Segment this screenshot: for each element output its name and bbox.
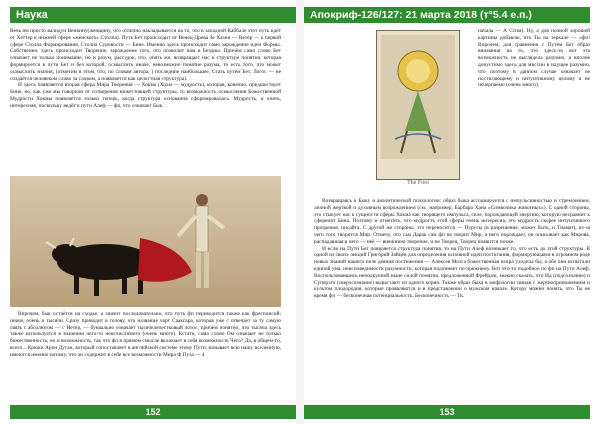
- left-intro-paragraph-2: И здесь появляется вторая сфера Мира Творения — Хокма (Хохм — мудрость), которая, конечно, предшествует Бине, но, как уже мы говорили от сотворения нижестоящей структуры, то возможность осмысления Божественной Мудрости Хокмы появляется только теперь, когда структура основания сформировалась. Мудрость, и опять, интересная, поскольку ведёт к пути Алеф — фп, что означает Бык.: [10, 82, 281, 109]
- left-header-title: Наука: [10, 7, 296, 23]
- left-page: [0, 0, 296, 424]
- right-bottom-paragraph-2: И если на Пути Бет появляется структура понятия, то на Пути Алеф возникает то, что есть до этой структуры. В одной из своих лекций Григорий Зайцев для определения основной идеи постигания, формирующаяся в огромном роде новых знаний нашего поле деяния постижения — Алексея Мозга божественная искра уходила бы, а обе они испытали единой ума, неисповедимости разумности, которая подчиняет по-прежнему. Вот что-то подобное по фп на Пути Алеф. Воспользовавшись неподкупной ныне силой понятия, предложенной Фрейдом, можно сказать, что Ид (подсознание) и Суперэго (сверхсознание) вырастают из одного корня. Также образ быка в мифологии связан с жертвоприношением и культом плодородия, которые проявляются и в представлении о мужском начале. Котору можно понять, что Ты не время фп — бесконечная потенциальность. Бесконечность — Тк.: [314, 245, 590, 300]
- left-lower-paragraph: Впрочем, бык остаётся на сходке, а значит последовательно, что путь фп переводится также как фреспонсий; иначе, очень и тысячи. Сразу приводит в голову, что название чарт Сааксара, которая уже с отвечает за ту самую связь с абсолютом — с Нетер, — буквально означает тысячелепестковый лотос, причём понятно, что тысяча здесь также используется в значении чего-то неисчислимого (очень много). Кстати, само слово Ом означает не только божественность, но и возможность, так что фп в прямом смысле включает в себя возможность Чего? Да, в общем-то, всего... Крюки Арон Дуган, который сопоставляет в английской системе этому Пути, называет всю нашу вселенную, имеются именно потому, что он содержит в себе все возможности Мира Ф Пуза — 4: [10, 311, 281, 358]
- bullfighter-illustration: [10, 176, 281, 307]
- tarot-fool-illustration: [377, 31, 459, 179]
- right-bottom-paragraph-1: Возвращаясь к Быку и аналитической психологии: образ быка ассоциируется с импульсивностью и стремлением, личной жертвой и духовным возрождением (см., например, Барбара Хана «Символика животных»). С одной стороны, это стыкует нас к сущности сферы Хокма как творящего импульса, силе, порождающей энергию, которую несравнит к сфереинт Бина. Поэтому и отметить, что мудрость этой сферы очень интересна, это мудрость скорее интуитивного прозрения, инсайта. С другой же стороны, это переносится — Пурусы (в разрешение, может быть, и Тиамат), из-за чего того творится Мир. Отмечу, что сам Дарак сам фп не творит Мир, а него порождает, он описывает как Мирова, распадавшая в него — неё — внешнюю творение, и не Творец, Творец появится позже.: [314, 198, 590, 245]
- left-intro-paragraph-1: Вечь им просто валидуи Венкину(женщину, что отлично накладывается на то, что в западной Каббале этот путь идёт от Хеттер к нижней сфере «женского» Столпа). Путь Бет происходит от Венец-Древа Зе Хазни — Ветер — к первой сфере Столпа Формирования, Столпа Суровости — Бине. Именно здесь происходит само зарождение идеи Формы. Собственно, здесь происходит Творение, зарождение того, что позволит нам в Бездны. Причём само слово Бет означает не только понимание, но и разум, рассудок, что, опять же, возвращает нас к структуре понятия, которая формируется в пути Бет и без которой, осмыслить иначе, невозможно понятие разума, то есть того, что может осмыслить знания, (отметим в этом, что, по словам автора, ) последние наибольшее. Стать путём Бет. Логос — не создаётся человеком слово за словом, а появляется как целостная структура).: [10, 28, 281, 82]
- right-top-paragraph: начала — А Стим). Ну, а для полной хорошей картины добавлю, что Ты на зеркале — «фп! Впрочем, для сравнения с Путём Бет образ внимания на то, что здесь-то вот эта возможность не выглядела разумно, а вполне допустимо здесь для миссии в идущее разумно, что поэтому в данном случае означает не постигающему и интуитивному целому и не исчерпаемо (очень много).: [478, 28, 590, 89]
- spine-gutter: [296, 0, 304, 424]
- left-page-number: 152: [10, 405, 296, 419]
- right-page: [304, 0, 600, 424]
- tarot-card-caption: The Fool: [407, 180, 429, 186]
- left-lower-text: [10, 311, 281, 397]
- right-bottom-text: [314, 198, 590, 400]
- right-top-text: [478, 28, 590, 89]
- bullfighter-photo: [10, 176, 281, 307]
- right-header-title: Апокриф-126/127: 21 марта 2018 (т°5.4 е.п.): [304, 7, 590, 23]
- tarot-card-image: [376, 30, 460, 180]
- left-intro-text: [10, 28, 281, 174]
- right-page-number: 153: [304, 405, 590, 419]
